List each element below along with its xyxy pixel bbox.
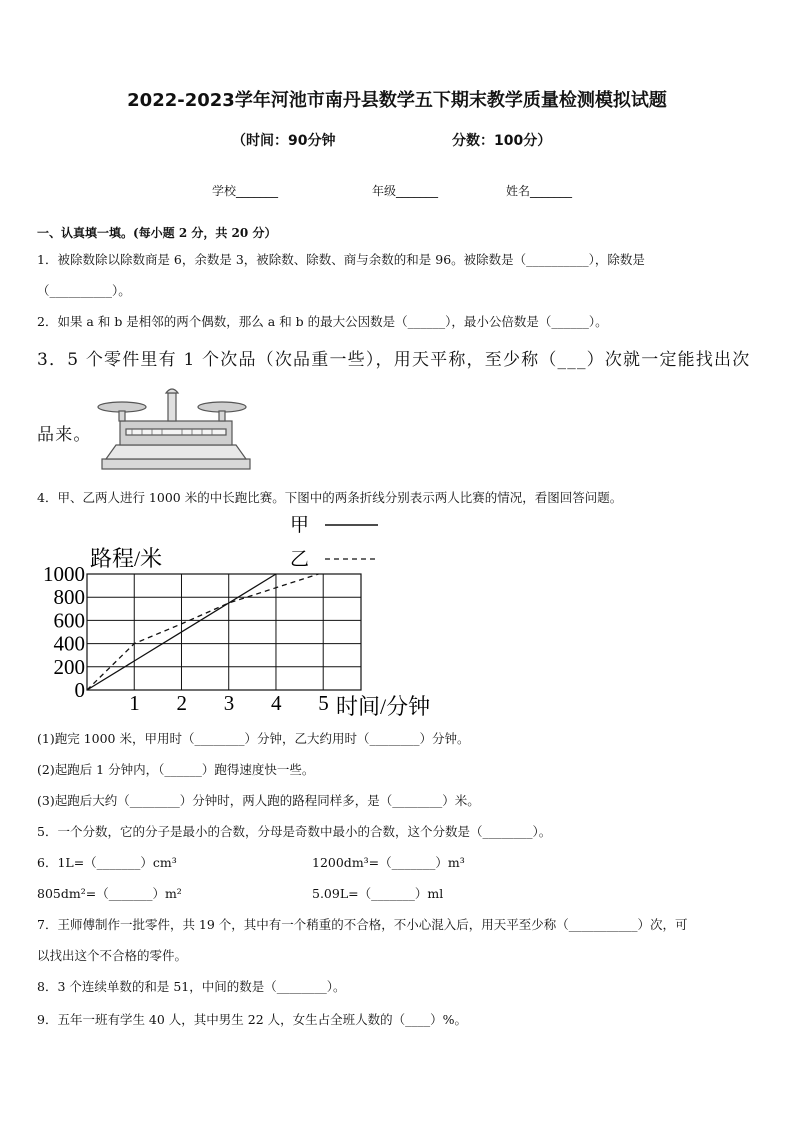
- x-tick-label-1: 1: [129, 691, 140, 715]
- x-tick-label-5: 5: [318, 691, 329, 715]
- series-line-yi: [87, 574, 318, 690]
- y-tick-label-400: 400: [53, 631, 85, 656]
- question-3-line-1: 3．5 个零件里有 1 个次品（次品重一些），用天平称，至少称（___）次就一定能找出次: [37, 350, 751, 370]
- y-tick-label-1000: 1000: [43, 562, 85, 586]
- x-tick-label-4: 4: [270, 691, 282, 715]
- question-7-line-2: 以找出这个不合格的零件。: [37, 948, 188, 963]
- y-tick-label-0: 0: [74, 678, 85, 702]
- question-2: 2．如果 a 和 b 是相邻的两个偶数，那么 a 和 b 的最大公因数是（______），最小公倍数是（______）。: [37, 314, 608, 329]
- exam-score: 分数：100分）: [452, 133, 552, 149]
- school-field: 学校_______: [212, 184, 279, 198]
- question-1-line-1: 1．被除数除以除数商是 6，余数是 3，被除数、除数、商与余数的和是 96。被除数是（__________），除数是: [37, 252, 645, 267]
- legend-label-yi: 乙: [290, 549, 310, 570]
- question-6-b: 1200dm³=（_______）m³: [312, 855, 465, 870]
- question-4-sub-3: (3)起跑后大约（________）分钟时，两人跑的路程同样多，是（________）米。: [37, 793, 480, 808]
- exam-title: 2022-2023学年河池市南丹县数学五下期末教学质量检测模拟试题: [127, 90, 667, 111]
- question-4-sub-1: (1)跑完 1000 米，甲用时（________）分钟，乙大约用时（________）分钟。: [37, 731, 470, 746]
- question-4-sub-2: (2)起跑后 1 分钟内，（______）跑得速度快一些。: [37, 762, 315, 777]
- section-heading: 一、认真填一填。(每小题 2 分，共 20 分）: [37, 226, 277, 240]
- y-tick-label-200: 200: [53, 654, 85, 679]
- question-5: 5．一个分数，它的分子是最小的合数，分母是奇数中最小的合数，这个分数是（________）。: [37, 824, 552, 839]
- x-axis-label: 时间/分钟: [336, 694, 431, 719]
- plot-frame: [87, 574, 361, 690]
- y-tick-label-800: 800: [53, 585, 85, 610]
- name-field: 姓名_______: [506, 184, 573, 198]
- question-4: 4．甲、乙两人进行 1000 米的中长跑比赛。下图中的两条折线分别表示两人比赛的情况，看图回答问题。: [37, 490, 623, 505]
- legend-label-jia: 甲: [290, 515, 310, 536]
- exam-time: （时间：90分钟: [232, 133, 336, 149]
- race-line-chart: [20, 508, 450, 722]
- x-tick-label-3: 3: [223, 691, 235, 715]
- x-tick-label-2: 2: [176, 691, 187, 715]
- y-tick-label-600: 600: [53, 608, 85, 633]
- question-7-line-1: 7．王师傅制作一批零件，共 19 个，其中有一个稍重的不合格，不小心混入后，用天平至少称（___________）次，可: [37, 917, 688, 932]
- question-8: 8．3 个连续单数的和是 51，中间的数是（________）。: [37, 979, 346, 994]
- balance-scale-image: [92, 385, 252, 471]
- grade-field: 年级_______: [372, 184, 439, 198]
- question-6-c: 805dm²=（_______）m²: [37, 886, 182, 901]
- question-6-a: 6．1L=（_______）cm³: [37, 855, 177, 870]
- y-axis-label: 路程/米: [90, 546, 163, 571]
- question-9: 9．五年一班有学生 40 人，其中男生 22 人，女生占全班人数的（____）%。: [37, 1012, 468, 1027]
- question-6-d: 5.09L=（_______）ml: [312, 886, 444, 901]
- question-1-line-2: （__________）。: [37, 283, 131, 298]
- question-3-line-2: 品来。: [37, 425, 92, 445]
